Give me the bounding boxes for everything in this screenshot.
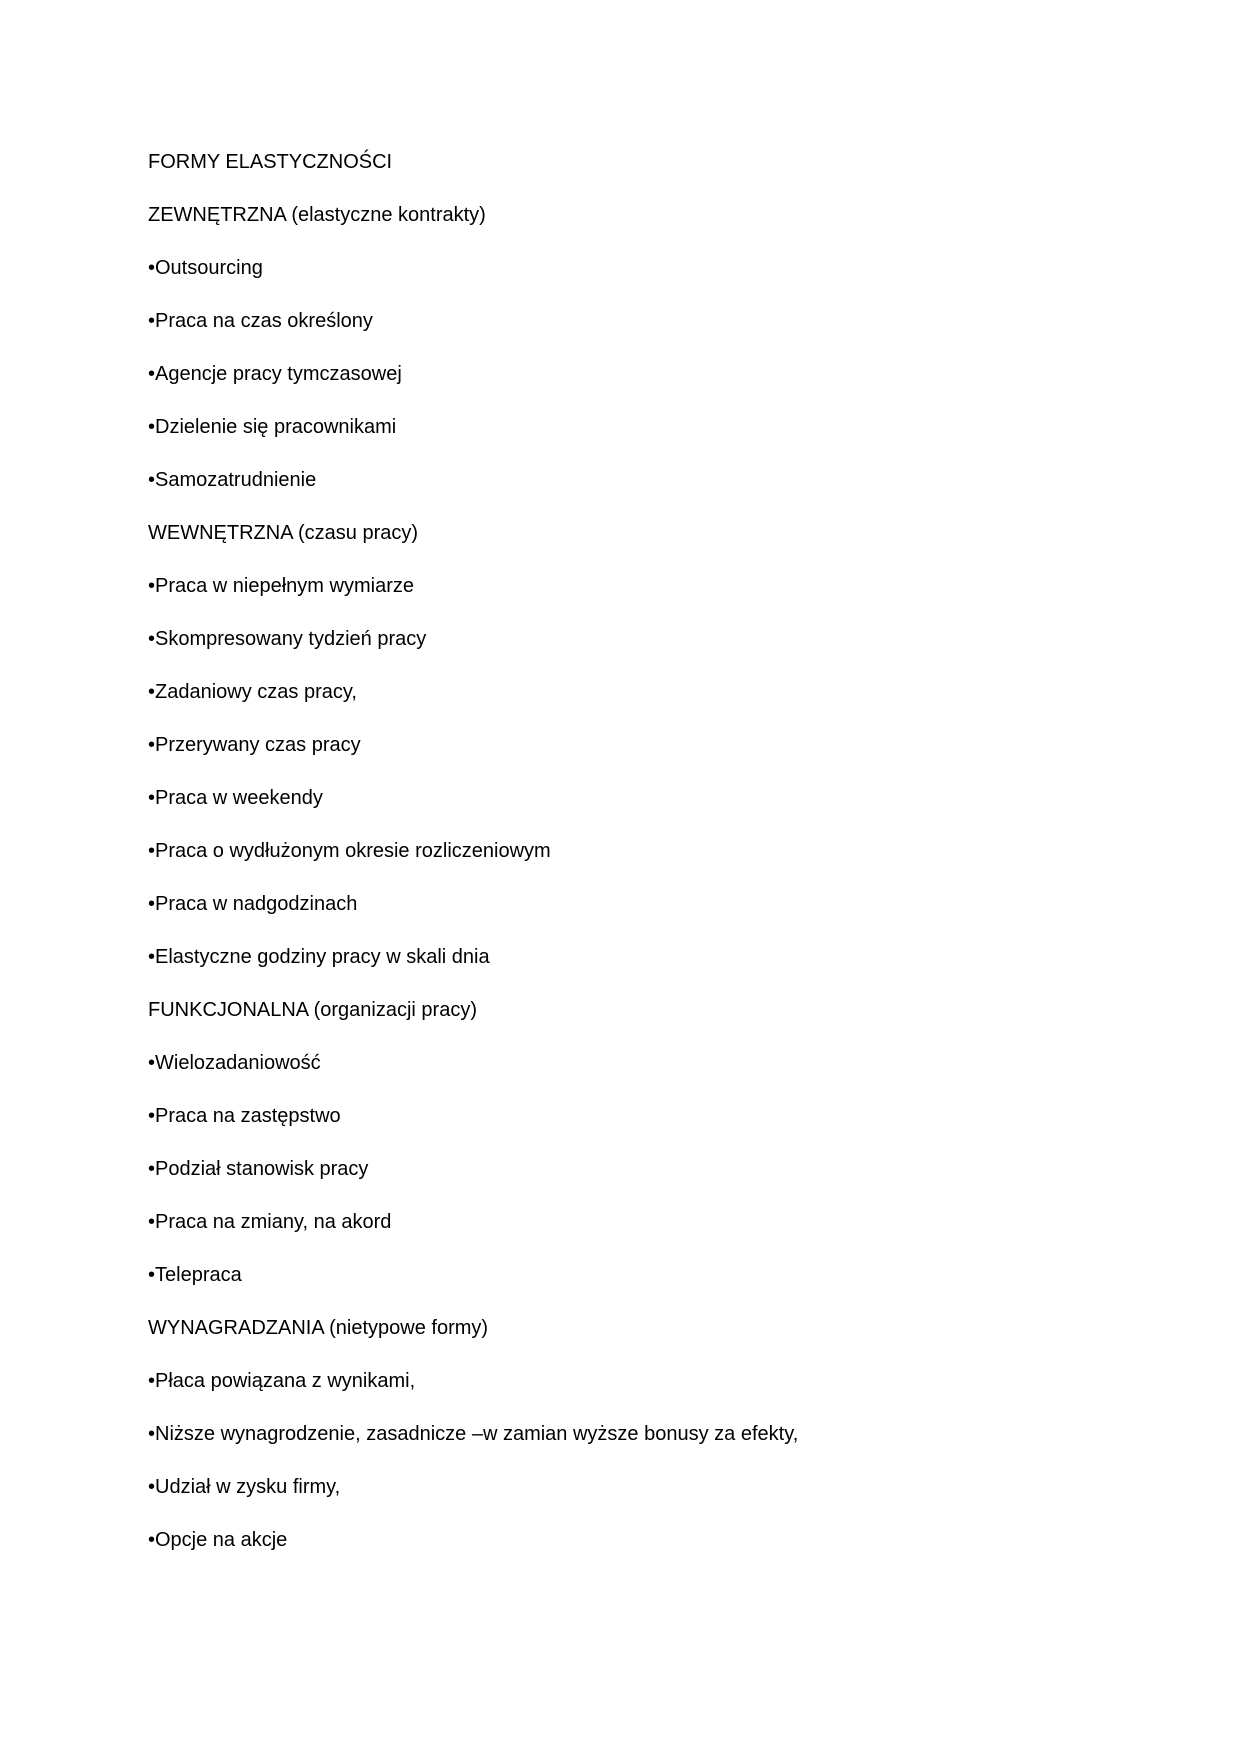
list-item: •Skompresowany tydzień pracy [148, 628, 427, 650]
list-item: •Praca na zastępstwo [148, 1105, 341, 1127]
list-item: •Outsourcing [148, 257, 263, 279]
list-item: •Dzielenie się pracownikami [148, 416, 397, 438]
list-item: •Wielozadaniowość [148, 1052, 321, 1074]
list-item: •Praca o wydłużonym okresie rozliczeniowym [148, 840, 551, 862]
list-item: •Praca w nadgodzinach [148, 893, 358, 915]
section-heading-internal: WEWNĘTRZNA (czasu pracy) [148, 522, 419, 544]
section-heading-pay: WYNAGRADZANIA (nietypowe formy) [148, 1317, 489, 1339]
list-item: •Elastyczne godziny pracy w skali dnia [148, 946, 490, 968]
section-heading-external: ZEWNĘTRZNA (elastyczne kontrakty) [148, 204, 486, 226]
list-item: •Udział w zysku firmy, [148, 1476, 341, 1498]
list-item: •Telepraca [148, 1264, 242, 1286]
list-item: •Płaca powiązana z wynikami, [148, 1370, 416, 1392]
list-item: •Przerywany czas pracy [148, 734, 361, 756]
list-item: •Niższe wynagrodzenie, zasadnicze –w zamian wyższe bonusy za efekty, [148, 1423, 799, 1445]
section-heading-functional: FUNKCJONALNA (organizacji pracy) [148, 999, 477, 1021]
list-item: •Opcje na akcje [148, 1529, 288, 1551]
list-item: •Praca na zmiany, na akord [148, 1211, 392, 1233]
document-body [148, 147, 1108, 1578]
list-item: •Praca w niepełnym wymiarze [148, 575, 414, 597]
document-title: FORMY ELASTYCZNOŚCI [148, 151, 393, 173]
list-item: •Podział stanowisk pracy [148, 1158, 369, 1180]
list-item: •Praca w weekendy [148, 787, 323, 809]
list-item: •Samozatrudnienie [148, 469, 317, 491]
list-item: •Zadaniowy czas pracy, [148, 681, 357, 703]
list-item: •Praca na czas określony [148, 310, 373, 332]
list-item: •Agencje pracy tymczasowej [148, 363, 402, 385]
